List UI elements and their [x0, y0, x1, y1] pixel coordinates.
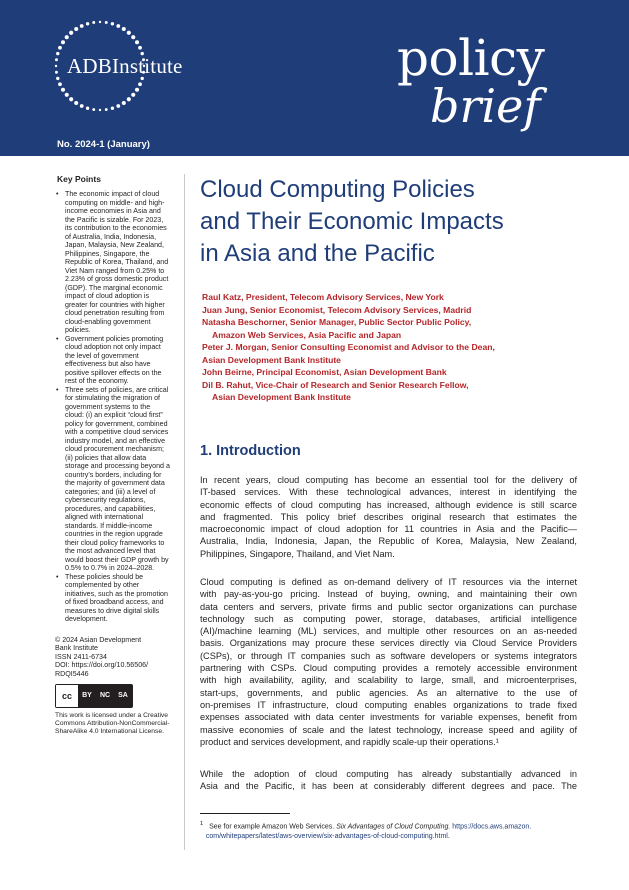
- copyright: © 2024 Asian Development: [55, 635, 142, 644]
- publication-meta: [53, 636, 171, 679]
- logo-ring-dot: [127, 97, 131, 101]
- text-line: on-premises IT infrastructure, cloud computing enables organizations to trade fixed: [200, 699, 577, 710]
- author-list: [202, 291, 562, 404]
- logo-ring-dot: [65, 35, 69, 39]
- author-line: John Beirne, Principal Economist, Asian Development Bank: [202, 367, 447, 377]
- author-line: Amazon Web Services, Asia Pacific and Japan: [212, 329, 402, 340]
- logo-ring-dot: [138, 82, 142, 86]
- logo-ring-dot: [131, 35, 135, 39]
- adbi-logo[interactable]: [67, 54, 183, 79]
- text-line: (AI)/machine learning (ML) services, and multiple other resources on an as-needed: [200, 626, 577, 637]
- logo-ring-dot: [74, 27, 78, 31]
- logo-ring-dot: [92, 21, 95, 24]
- title-line: in Asia and the Pacific: [200, 240, 435, 267]
- logo-ring-dot: [116, 104, 120, 108]
- footnote-marker: 1: [200, 821, 204, 827]
- cc-icon: cc: [56, 685, 78, 707]
- logo-ring-dot: [122, 27, 126, 31]
- logo-ring-dot: [122, 101, 126, 105]
- logo-ring-dot: [80, 104, 84, 108]
- title-line: and Their Economic Impacts: [200, 208, 504, 235]
- text-line: Asia and the Pacific, it has been at considerably different degrees and pace. The: [200, 781, 577, 792]
- text-line: with high availability, agility, and scalability to large, small, and microenterprises,: [200, 675, 577, 686]
- author-line: Asian Development Bank Institute: [212, 392, 351, 402]
- brand-policy: policy: [397, 29, 545, 87]
- logo-ring-dot: [131, 93, 135, 97]
- text-line: In recent years, cloud computing has become an essential tool for the delivery of: [200, 475, 577, 485]
- creative-commons-badge[interactable]: [55, 684, 133, 708]
- text-line: start-ups, governments, and public agencies. As an alternative to the use of: [200, 687, 577, 698]
- logo-ring-dot: [61, 88, 65, 92]
- author-line: Raul Katz, President, Telecom Advisory Services, New York: [202, 292, 444, 302]
- logo-ring-dot: [55, 65, 57, 67]
- logo-ring-dot: [56, 77, 59, 80]
- text-line: While the adoption of cloud computing has already substantially advanced in: [200, 769, 577, 779]
- logo-ring-dot: [105, 108, 108, 111]
- text-line: macroeconomic impact of cloud adoption for 11 countries in Asia and the Pacific—: [200, 524, 577, 535]
- author-line: Dil B. Rahut, Vice-Chair of Research and Senior Research Fellow,: [202, 379, 469, 390]
- sa-icon: SA: [114, 685, 132, 707]
- text-line: Philippines, Singapore, Thailand, and Viet Nam.: [200, 548, 395, 559]
- title-line: Cloud Computing Policies: [200, 176, 475, 203]
- key-point: • The economic impact of cloud computing on middle- and high-income economies in Asia and the Pacific is sizable. For 2023, its contribution to the economies of Australia, India, Indonesia, Japan, Malaysia, New Zealand, Philippines, Singapore, the Republic of Korea, Thailand, and Viet Nam ranged from 0.25% to 2.23% of gross domestic product (GDP). The marginal economic impact of cloud adoption is greater for countries with higher cloud penetration resulting from cloud-enabling government policies.: [65, 190, 171, 335]
- text-line: (CSPs), or through IT companies such as software developers or systems integrators: [200, 650, 577, 661]
- footnote-text: See for example Amazon Web Services.: [209, 823, 337, 831]
- logo-ring-dot: [58, 46, 62, 50]
- key-point: • These policies should be complemented by other initiatives, such as the promotion of fixed broadband access, and measures to drive digital skills development.: [65, 573, 171, 624]
- intro-paragraph-1: [200, 474, 577, 560]
- logo-ring-dot: [55, 71, 58, 74]
- key-points-sidebar: [53, 174, 171, 737]
- logo-prefix: ADB: [67, 54, 112, 78]
- brand-brief: brief: [430, 79, 541, 133]
- column-divider: [184, 174, 185, 850]
- text-line: basis. Organizations may procure these services directly via Cloud Service Providers: [200, 638, 577, 649]
- logo-ring-dot: [138, 46, 142, 50]
- section-heading: 1. Introduction: [200, 443, 301, 459]
- intro-paragraph-3: [200, 768, 577, 793]
- author-line: Juan Jung, Senior Economist, Telecom Advisory Services, Madrid: [202, 304, 472, 315]
- author-line: Peter J. Morgan, Senior Consulting Economist and Advisor to the Dean,: [202, 342, 495, 352]
- text-line: technology such as computing power, storage, databases, artificial intelligence: [200, 613, 577, 624]
- text-line: data centers and servers, private firms and public sector organizations can purchase: [200, 601, 577, 612]
- by-icon: BY: [78, 685, 96, 707]
- footnote-link-cont[interactable]: com/whitepapers/latest/aws-overview/six-advantages-of-cloud-computing.html: [205, 832, 448, 840]
- logo-ring-dot: [127, 31, 131, 35]
- logo-ring-dot: [92, 108, 95, 111]
- header-banner: [0, 0, 629, 156]
- logo-ring-dot: [65, 93, 69, 97]
- text-line: expenses associated with data center investments for variable expenses, benefit from: [200, 712, 577, 723]
- key-points-list: [53, 190, 171, 624]
- doi[interactable]: DOI: https://doi.org/10.56506/: [55, 661, 149, 669]
- logo-ring-dot: [105, 21, 108, 24]
- logo-ring-dot: [111, 107, 114, 110]
- logo-ring-dot: [61, 40, 65, 44]
- logo-ring-dot: [135, 88, 139, 92]
- doi-suffix[interactable]: RDQI5446: [55, 669, 89, 678]
- text-line: Australia, India, Indonesia, Japan, the Republic of Korea, Malaysia, New Zealand,: [200, 536, 577, 547]
- intro-paragraph-2: [200, 576, 577, 748]
- logo-ring-dot: [135, 40, 139, 44]
- footnote-end: .: [447, 832, 450, 840]
- footnote-rule: [200, 813, 290, 814]
- issue-number: No. 2024-1 (January): [57, 139, 150, 150]
- text-line: and fragmented. This policy brief describes original research that estimates the: [200, 511, 577, 522]
- text-line: product and services development, and rapidly scale-up their operations.¹: [200, 736, 499, 747]
- footnote-title: Six Advantages of Cloud Computing.: [336, 823, 451, 831]
- copyright-holder: Bank Institute: [55, 644, 98, 652]
- issn: ISSN 2411-6734: [55, 652, 107, 661]
- logo-ring-dot: [86, 22, 89, 25]
- logo-ring-dot: [80, 24, 84, 28]
- author-line: Asian Development Bank Institute: [202, 354, 341, 365]
- logo-ring-dot: [69, 97, 73, 101]
- footnote: [200, 820, 578, 841]
- license-text: This work is licensed under a Creative Commons Attribution-NonCommercial-ShareAlike 4.0 International License.: [55, 712, 170, 736]
- text-line: IT-based services. With these technological advances, interest in identifying the: [200, 487, 577, 498]
- logo-ring-dot: [55, 58, 58, 61]
- logo-ring-dot: [56, 52, 59, 55]
- key-point: • Three sets of policies, are critical for stimulating the migration of government systems to the cloud: (i) an explicit “cloud first” policy for government, combined with a competitive cloud services industry model, and an effective cloud procurement mechanism; (ii) policies that allow data storage and processing beyond a country’s borders, including for the majority of government data categories; and (iii) a level of cybersecurity regulations, procedures, and capabilities, aligned with international standards. If middle-income countries in the region upgrade their cloud policy frameworks to the most advanced level that would boost their GDP growth by 0.5% to 0.7% in 2024–2028.: [65, 386, 171, 573]
- key-points-heading: Key Points: [57, 174, 101, 184]
- logo-ring-dot: [74, 101, 78, 105]
- nc-icon: NC: [96, 685, 114, 707]
- logo-ring-dot: [69, 31, 73, 35]
- logo-ring-dot: [116, 24, 120, 28]
- author-line: Natasha Beschorner, Senior Manager, Public Sector Public Policy,: [202, 317, 472, 327]
- text-line: partnering with CSPs. Cloud computing provides a remotely accessible environment: [200, 663, 577, 674]
- text-line: Cloud computing is defined as on-demand delivery of IT resources via the internet: [200, 577, 577, 587]
- text-line: with pay-as-you-go pricing. Instead of buying, owning, and maintaining their own: [200, 589, 577, 600]
- logo-ring-dot: [111, 22, 114, 25]
- footnote-link[interactable]: https://docs.aws.amazon.: [450, 823, 532, 831]
- key-point: • Government policies promoting cloud adoption not only impact the level of government effectiveness but also have positive spillover effects on the rest of the economy.: [65, 335, 171, 386]
- logo-ring-dot: [99, 109, 101, 111]
- page-title: [200, 174, 580, 270]
- logo-ring-dot: [99, 21, 101, 23]
- logo-suffix: Institute: [111, 54, 183, 78]
- logo-ring-dot: [86, 107, 89, 110]
- text-line: economic effects of cloud computing has increased, although evidence is still scarce: [200, 499, 577, 510]
- text-line: massive economies of scale and the latest technology, increase speed and agility of: [200, 724, 577, 735]
- logo-ring-dot: [58, 82, 62, 86]
